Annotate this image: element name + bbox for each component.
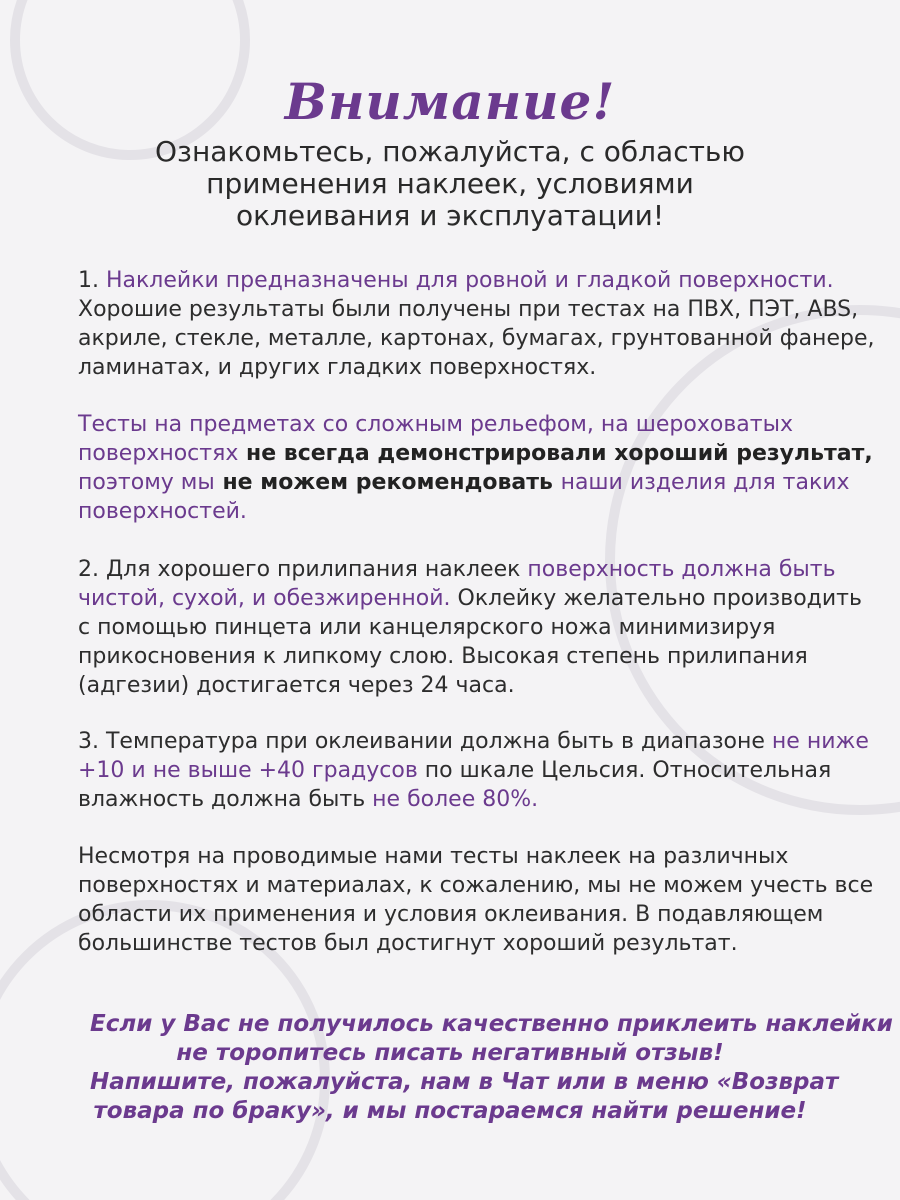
p1-accent: Наклейки предназначены для ровной и гладкой поверхности. [105,268,834,293]
paragraph-2 [78,410,873,526]
p3-line: (адгезии) достигается через 24 часа. [78,673,515,698]
p4-accent: не более 80%. [372,787,539,812]
p4-accent: не ниже [771,729,869,754]
p2-accent: Тесты на предметах со сложным рельефом, на шероховатых [78,412,793,437]
p3-text: 2. Для хорошего прилипания наклеек [78,557,528,582]
p1-line: Хорошие результаты были получены при тестах на ПВХ, ПЭТ, ABS, [78,297,859,322]
closing-line: не торопитесь писать негативный отзыв! [176,1040,724,1066]
subtitle-line: применения наклеек, условиями [206,167,694,200]
p5-line: Несмотря на проводимые нами тесты наклеек на различных [78,844,789,869]
p2-bold: не всегда демонстрировали хороший результат, [238,441,873,466]
p1-line: акриле, стекле, металле, картонах, бумагах, грунтованной фанере, [78,326,875,351]
closing-line: Напишите, пожалуйста, нам в Чат или в меню «Возврат [90,1069,839,1095]
p2-bold: не можем рекомендовать [214,470,561,495]
p1-number: 1. [78,268,106,293]
closing-line: товара по браку», и мы постараемся найти решение! [93,1098,807,1124]
p2-accent: поверхностей. [78,499,247,524]
p2-accent: поэтому мы [78,470,215,495]
p2-accent: поверхностях [78,441,239,466]
p3-text: Оклейку желательно производить [450,586,862,611]
p3-line: прикосновения к липкому слою. Высокая степень прилипания [78,644,808,669]
p4-text: влажность должна быть [78,787,373,812]
p4-accent: +10 и не выше +40 градусов [78,758,418,783]
subtitle-line: Ознакомьтесь, пожалуйста, с областью [155,135,745,168]
p3-accent: чистой, сухой, и обезжиренной. [78,586,451,611]
p4-text: 3. Температура при оклеивании должна быть в диапазоне [78,729,772,754]
p3-accent: поверхность должна быть [527,557,836,582]
subtitle [100,136,800,232]
p4-text: по шкале Цельсия. Относительная [417,758,832,783]
p3-line: с помощью пинцета или канцелярского ножа минимизируя [78,615,776,640]
paragraph-4 [78,727,869,814]
p5-line: поверхностях и материалах, к сожалению, мы не можем учесть все [78,873,874,898]
p2-accent: наши изделия для таких [560,470,850,495]
paragraph-1 [78,266,875,382]
page-title: Внимание! [284,72,616,131]
paragraph-3 [78,555,862,700]
p5-line: большинстве тестов был достигнут хороший результат. [78,931,738,956]
p1-line: ламинатах, и других гладких поверхностях. [78,355,597,380]
p5-line: области их применения и условия оклеивания. В подавляющем [78,902,824,927]
closing-line: Если у Вас не получилось качественно приклеить наклейки [90,1011,893,1037]
closing-note [90,1010,893,1126]
paragraph-5 [78,842,874,958]
subtitle-line: оклеивания и эксплуатации! [235,199,665,232]
